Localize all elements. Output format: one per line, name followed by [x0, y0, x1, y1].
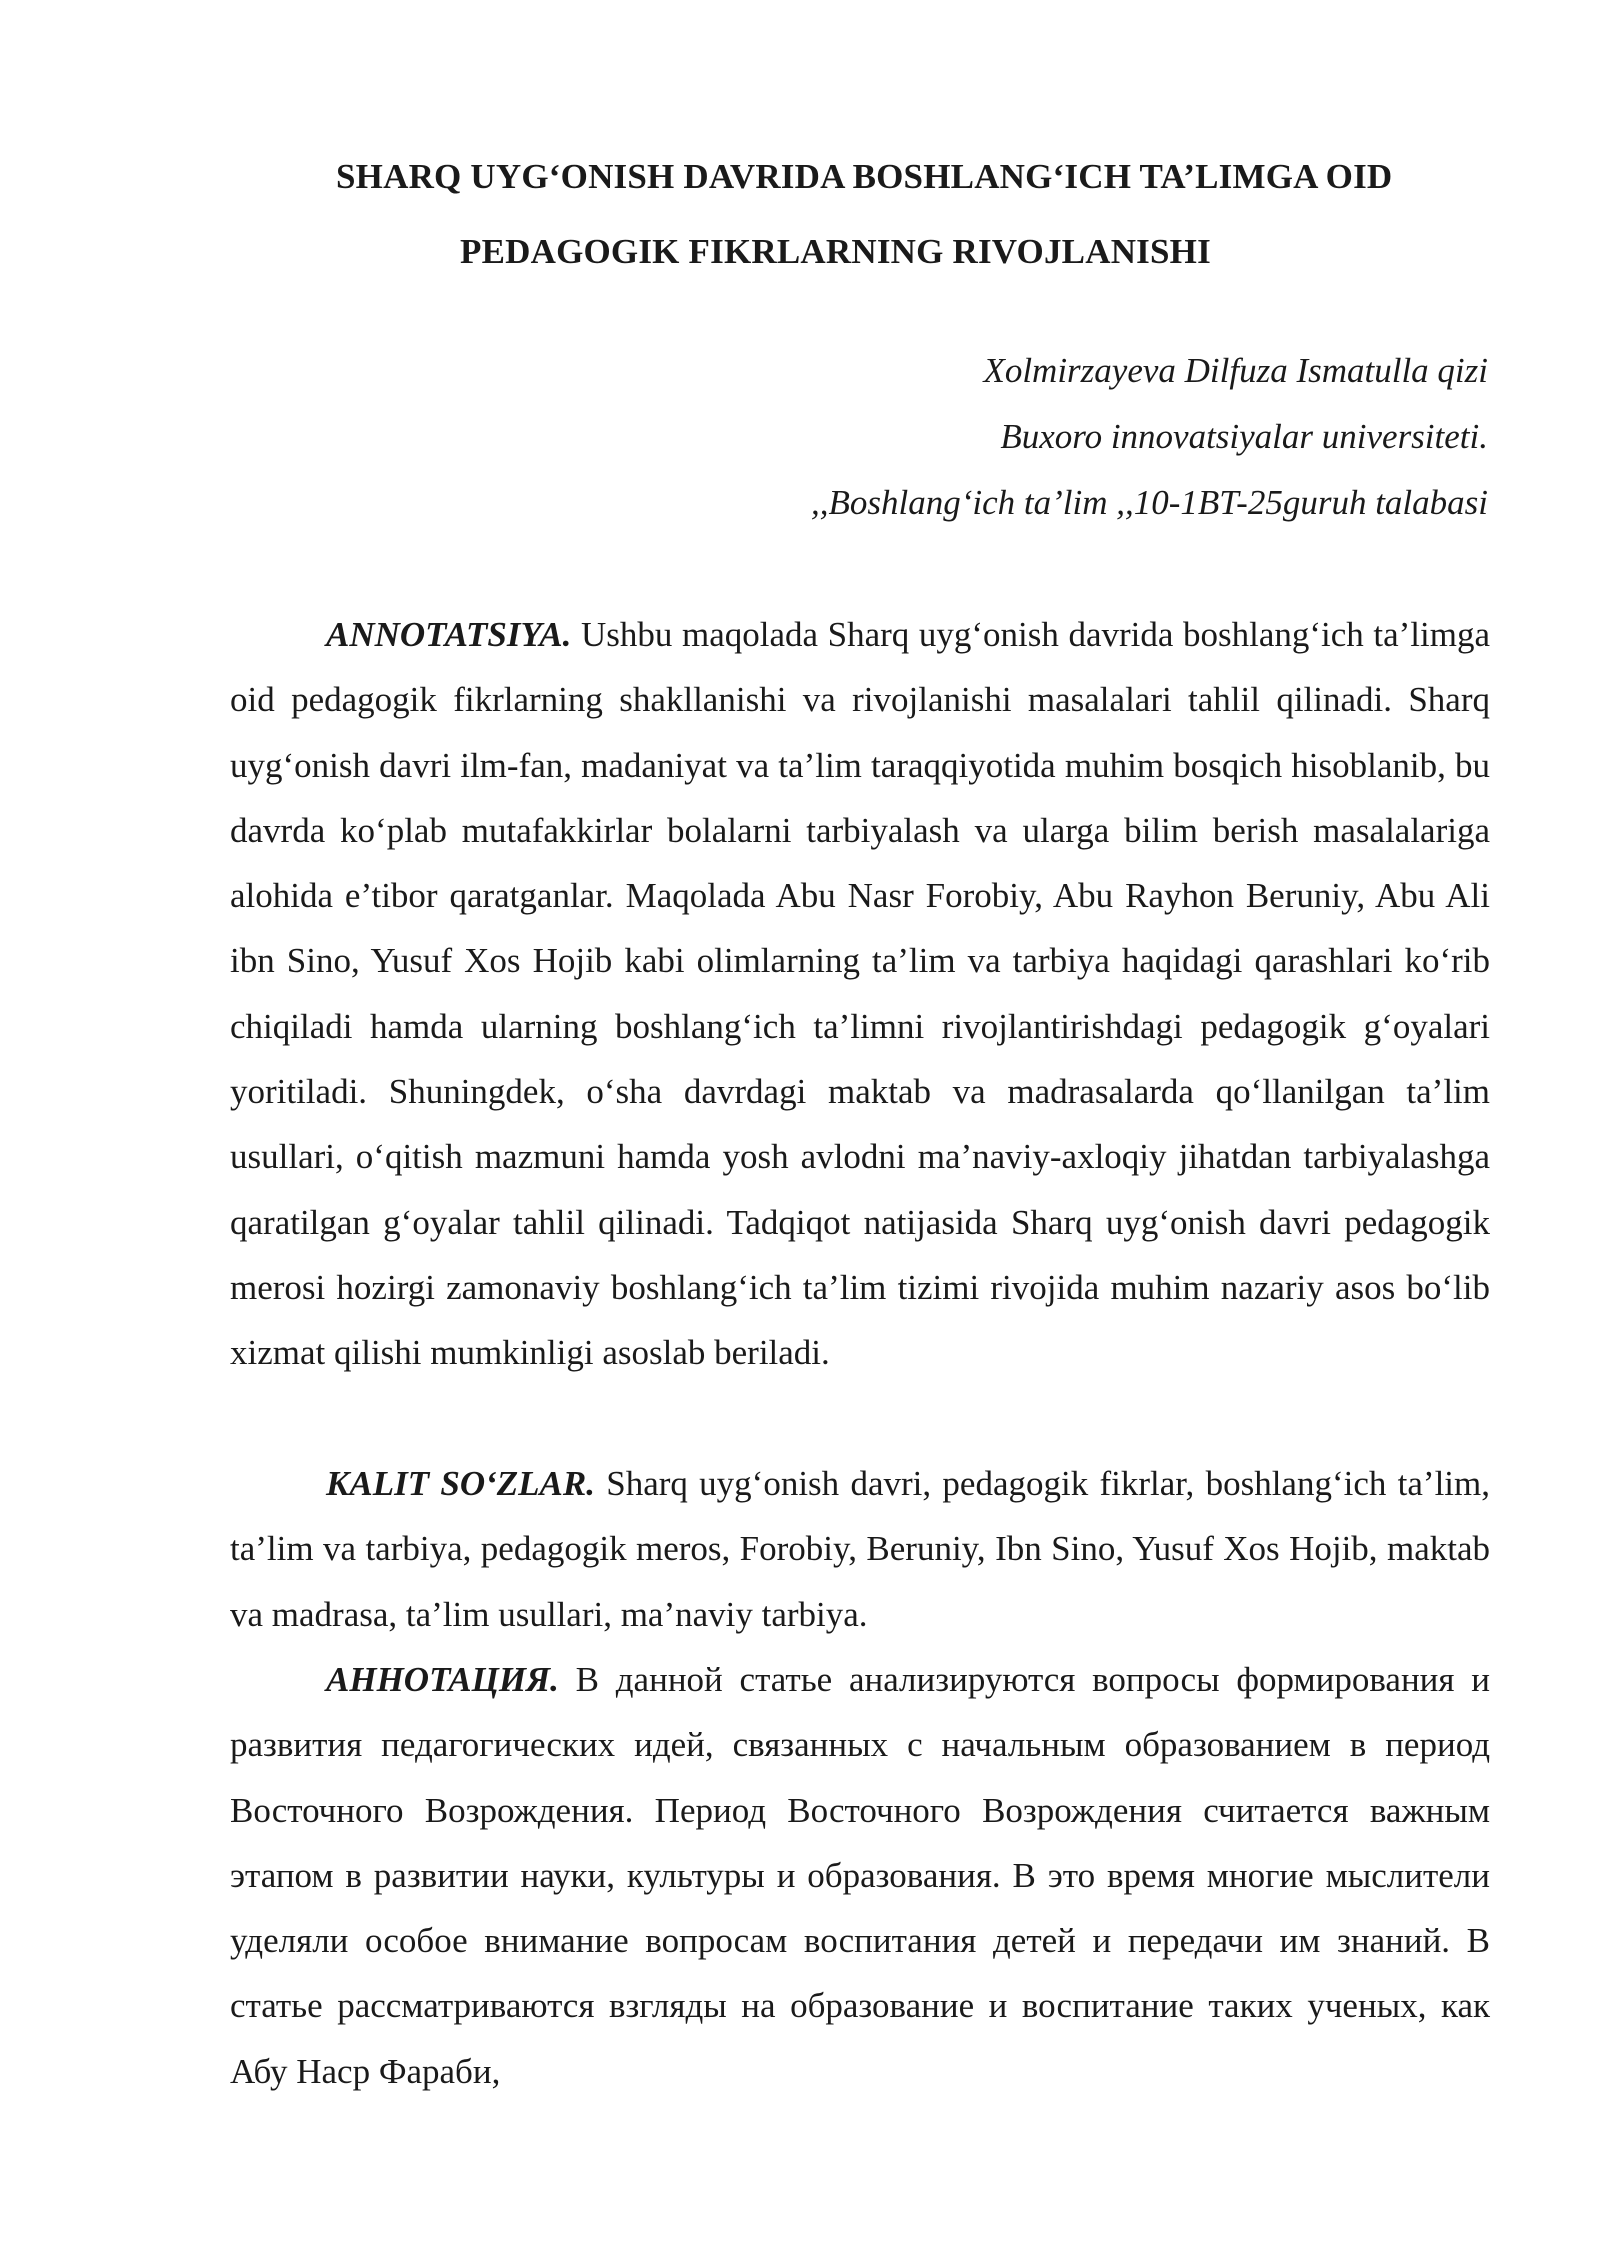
- annotation-section: [230, 602, 1490, 1386]
- annotation-ru-text: В данной статье анализируются вопросы формирования и развития педагогических идей, связанных с начальным образованием в период Восточного Возрождения. Период Восточного Возрождения считается важным этапом в развитии науки, культуры и образования. В это время многие мыслители уделяли особое внимание вопросам воспитания детей и передачи им знаний. В статье рассматриваются взгляды на образование и воспитание таких ученых, как Абу Наср Фараби,: [230, 1660, 1490, 2091]
- annotation-ru-paragraph: [230, 1647, 1490, 2104]
- annotation-paragraph: [230, 602, 1490, 1386]
- annotation-text: Ushbu maqolada Sharq uyg‘onish davrida boshlang‘ich ta’limga oid pedagogik fikrlarning shakllanishi va rivojlanishi masalalari tahlil qilinadi. Sharq uyg‘onish davri ilm-fan, madaniyat va ta’lim taraqqiyotida muhim bosqich hisoblanib, bu davrda ko‘plab mutafakkirlar bolalarni tarbiyalash va ularga bilim berish masalalariga alohida e’tibor qaratganlar. Maqolada Abu Nasr Forobiy, Abu Rayhon Beruniy, Abu Ali ibn Sino, Yusuf Xos Hojib kabi olimlarning ta’lim va tarbiya haqidagi qarashlari ko‘rib chiqiladi hamda ularning boshlang‘ich ta’limni rivojlantirishdagi pedagogik g‘oyalari yoritiladi. Shuningdek, o‘sha davrdagi maktab va madrasalarda qo‘llanilgan ta’lim usullari, o‘qitish mazmuni hamda yosh avlodni ma’naviy-axloqiy jihatdan tarbiyalashga qaratilgan g‘oyalar tahlil qilinadi. Tadqiqot natijasida Sharq uyg‘onish davri pedagogik merosi hozirgi zamonaviy boshlang‘ich ta’lim tizimi rivojida muhim nazariy asos bo‘lib xizmat qilishi mumkinligi asoslab beriladi.: [230, 615, 1490, 1373]
- keywords-heading: KALIT SO‘ZLAR.: [326, 1464, 595, 1503]
- annotation-ru-heading: АННОТАЦИЯ.: [326, 1660, 559, 1699]
- author-block: [811, 338, 1488, 536]
- annotation-ru-section: [230, 1647, 1490, 2104]
- author-group: ,,Boshlang‘ich ta’lim ,,10-1BT-25guruh talabasi: [811, 483, 1488, 522]
- annotation-heading: ANNOTATSIYA.: [326, 615, 572, 654]
- title-line-1: SHARQ UYG‘ONISH DAVRIDA BOSHLANG‘ICH TA’LIMGA OID: [336, 157, 1393, 196]
- keywords-text: Sharq uyg‘onish davri, pedagogik fikrlar, boshlang‘ich ta’lim, ta’lim va tarbiya, pedagogik meros, Forobiy, Beruniy, Ibn Sino, Yusuf Xos Hojib, maktab va madrasa, ta’lim usullari, ma’naviy tarbiya.: [230, 1464, 1490, 1634]
- author-name: Xolmirzayeva Dilfuza Ismatulla qizi: [983, 351, 1488, 390]
- keywords-paragraph: [230, 1451, 1490, 1647]
- title-line-2: PEDAGOGIK FIKRLARNING RIVOJLANISHI: [460, 232, 1211, 271]
- author-institution: Buxoro innovatsiyalar universiteti.: [1000, 417, 1488, 456]
- keywords-section: [230, 1451, 1490, 1647]
- article-title: [230, 139, 1490, 289]
